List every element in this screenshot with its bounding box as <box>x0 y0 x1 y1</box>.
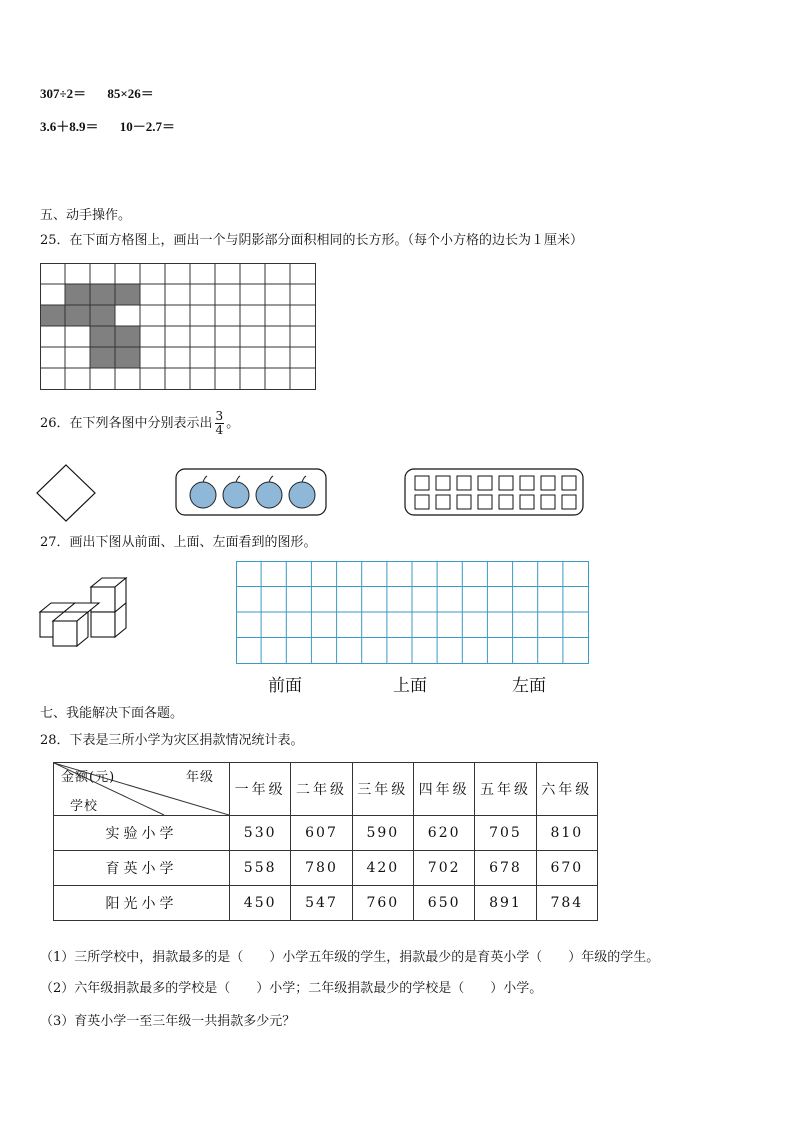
arith-row-1 <box>40 83 172 102</box>
square-group-box <box>405 469 583 515</box>
grade-header: 六年级 <box>536 763 597 816</box>
q27-drawing-grid[interactable] <box>236 561 590 665</box>
table-cell: 678 <box>475 851 536 886</box>
table-row <box>54 816 598 851</box>
grade-header: 三年级 <box>352 763 413 816</box>
q26-figures[interactable] <box>36 460 596 526</box>
grade-header: 四年级 <box>413 763 474 816</box>
table-header-row <box>54 763 598 816</box>
school-name: 实验小学 <box>54 816 230 851</box>
table-cell: 530 <box>230 816 291 851</box>
grade-header: 二年级 <box>291 763 352 816</box>
q26-prefix: 26．在下列各图中分别表示出 <box>40 416 213 431</box>
diamond-shape <box>37 465 95 521</box>
donation-table <box>53 762 598 921</box>
q26-suffix: 。 <box>226 416 240 431</box>
cube-stack-figure <box>38 575 130 647</box>
q28-sub-3: （3）育英小学一至三年级一共捐款多少元？ <box>40 1014 296 1029</box>
fraction-denominator: 4 <box>215 423 224 437</box>
table-cell: 420 <box>352 851 413 886</box>
arith-item: 10－2.7＝ <box>119 119 176 134</box>
q25-text: 25．在下面方格图上，画出一个与阴影部分面积相同的长方形。（每个小方格的边长为１厘米） <box>40 233 584 248</box>
table-cell: 784 <box>536 886 597 921</box>
q28-text: 28．下表是三所小学为灾区捐款情况统计表。 <box>40 733 304 748</box>
label-front: 前面 <box>268 676 302 696</box>
q28-sub-2: （2）六年级捐款最多的学校是（ ）小学；二年级捐款最少的学校是（ ）小学。 <box>40 981 543 996</box>
arith-item: 3.6＋8.9＝ <box>40 119 99 134</box>
fraction-numerator: 3 <box>215 409 224 423</box>
school-name: 育英小学 <box>54 851 230 886</box>
table-cell: 810 <box>536 816 597 851</box>
label-left: 左面 <box>512 676 546 696</box>
table-cell: 607 <box>291 816 352 851</box>
table-cell: 590 <box>352 816 413 851</box>
q25-square-grid[interactable] <box>40 263 318 391</box>
corner-grade-label: 年级 <box>186 770 215 785</box>
table-cell: 650 <box>413 886 474 921</box>
table-row <box>54 851 598 886</box>
table-cell: 450 <box>230 886 291 921</box>
q27-text: 27．画出下图从前面、上面、左面看到的图形。 <box>40 535 317 550</box>
label-top: 上面 <box>393 676 427 696</box>
table-cell: 620 <box>413 816 474 851</box>
table-cell: 760 <box>352 886 413 921</box>
table-cell: 702 <box>413 851 474 886</box>
fraction-three-quarters <box>215 410 225 437</box>
table-cell: 891 <box>475 886 536 921</box>
apple-icons <box>190 482 315 508</box>
q26-text <box>40 410 239 437</box>
section-5-title: 五、动手操作。 <box>40 208 132 223</box>
corner-cell <box>54 763 230 816</box>
section-7-title: 七、我能解决下面各题。 <box>40 706 184 721</box>
small-squares <box>415 476 576 509</box>
table-cell: 670 <box>536 851 597 886</box>
table-cell: 547 <box>291 886 352 921</box>
arith-row-2 <box>40 116 193 135</box>
grade-header: 五年级 <box>475 763 536 816</box>
table-cell: 705 <box>475 816 536 851</box>
table-row <box>54 886 598 921</box>
q28-sub-1: （1）三所学校中，捐款最多的是（ ）小学五年级的学生，捐款最少的是育英小学（ ）年级的学生。 <box>40 950 660 965</box>
grade-header: 一年级 <box>230 763 291 816</box>
table-cell: 780 <box>291 851 352 886</box>
school-name: 阳光小学 <box>54 886 230 921</box>
arith-item: 85×26＝ <box>107 86 154 101</box>
corner-amount-label: 金额(元) <box>61 770 116 785</box>
arith-item: 307÷2＝ <box>40 86 87 101</box>
table-cell: 558 <box>230 851 291 886</box>
corner-school-label: 学校 <box>70 799 99 814</box>
